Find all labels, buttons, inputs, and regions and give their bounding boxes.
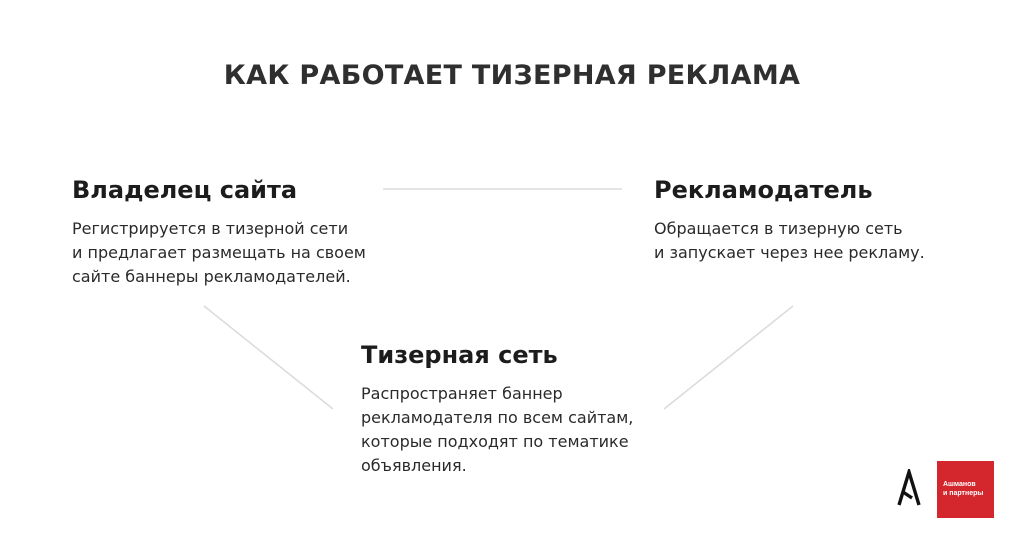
logo-badge-line: Ашманов [943, 481, 976, 488]
node-heading: Рекламодатель [654, 176, 873, 204]
connector-advertiser-network [664, 306, 793, 409]
node-teaser-network [361, 341, 633, 478]
description-line: Регистрируется в тизерной сети [72, 219, 349, 238]
description-line: рекламодателя по всем сайтам, [361, 408, 634, 427]
node-heading: Тизерная сеть [361, 341, 558, 369]
description-line: и запускает через нее рекламу. [654, 243, 925, 262]
company-logo-badge [937, 461, 994, 518]
node-site-owner [72, 176, 366, 289]
description-line: Обращается в тизерную сеть [654, 219, 903, 238]
node-description [72, 217, 366, 289]
description-line: Распространяет баннер [361, 384, 563, 403]
diagram-title: КАК РАБОТАЕТ ТИЗЕРНАЯ РЕКЛАМА [223, 60, 801, 91]
node-description [654, 217, 925, 265]
description-line: и предлагает размещать на своем [72, 243, 366, 262]
node-advertiser [654, 176, 925, 265]
node-description [361, 382, 633, 478]
connector-owner-network [204, 306, 333, 409]
node-heading: Владелец сайта [72, 176, 298, 204]
description-line: которые подходят по тематике [361, 432, 629, 451]
logo-badge-line: и партнеры [943, 490, 984, 497]
company-logo-icon [896, 469, 922, 507]
description-line: сайте баннеры рекламодателей. [72, 267, 351, 286]
description-line: объявления. [361, 456, 467, 475]
